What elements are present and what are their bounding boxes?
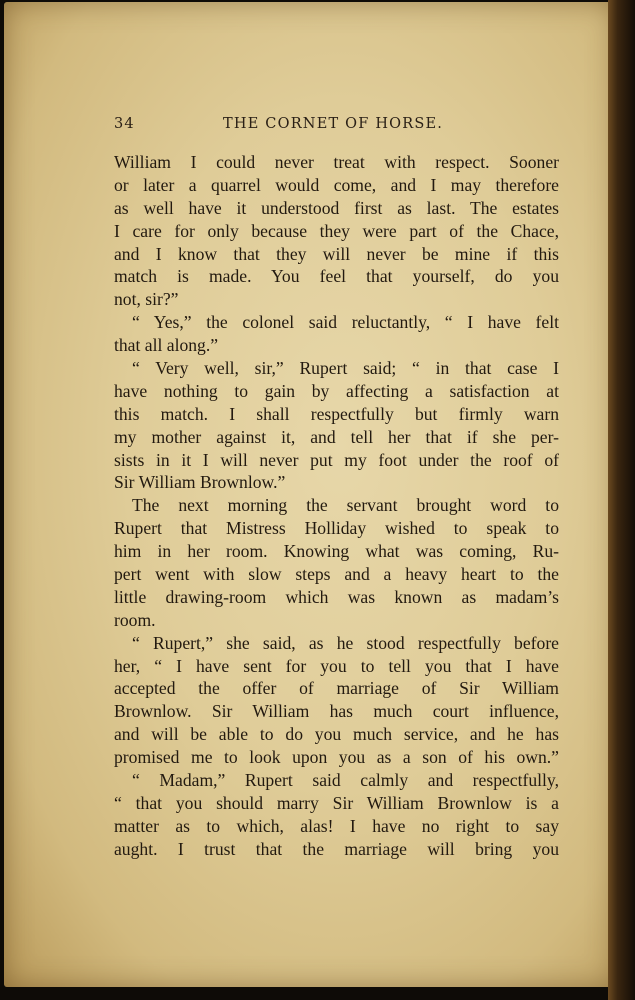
text-line: him in her room. Knowing what was coming, Ru- bbox=[114, 541, 559, 562]
text-line: as well have it understood first as last. The estates bbox=[114, 197, 559, 218]
text-line: matter as to which, alas! I have no right to say bbox=[114, 815, 559, 836]
text-line: that all along.” bbox=[114, 335, 219, 356]
text-line: William I could never treat with respect. Sooner bbox=[114, 152, 559, 172]
text-line: and will be able to do you much service, and he has bbox=[114, 724, 559, 745]
running-title: THE CORNET OF HORSE. bbox=[223, 116, 444, 132]
text-line: or later a quarrel would come, and I may therefore bbox=[114, 174, 559, 195]
text-line: my mother against it, and tell her that if she per- bbox=[114, 426, 559, 447]
text-line: this match. I shall respectfully but firmly warn bbox=[114, 403, 559, 424]
text-line: match is made. You feel that yourself, do you bbox=[114, 266, 559, 287]
page-header bbox=[0, 116, 635, 138]
text-line: little drawing-room which was known as madam’s bbox=[114, 586, 559, 607]
page-number: 34 bbox=[114, 116, 135, 132]
text-line: not, sir?” bbox=[114, 289, 179, 310]
text-line: her, “ I have sent for you to tell you that I have bbox=[114, 655, 559, 676]
text-line: pert went with slow steps and a heavy heart to the bbox=[114, 564, 559, 585]
text-line: “ Madam,” Rupert said calmly and respectfully, bbox=[132, 770, 559, 791]
text-line: sists in it I will never put my foot under the roof of bbox=[114, 449, 559, 470]
text-line: room. bbox=[114, 609, 156, 630]
text-line: “ Rupert,” she said, as he stood respectfully before bbox=[132, 632, 559, 653]
text-line: have nothing to gain by affecting a satisfaction at bbox=[114, 380, 559, 401]
body-text bbox=[114, 151, 559, 861]
text-line: aught. I trust that the marriage will bring you bbox=[114, 838, 559, 859]
text-line: “ Very well, sir,” Rupert said; “ in that case I bbox=[132, 358, 559, 379]
book-edge-shadow bbox=[608, 0, 635, 1000]
text-line: “ Yes,” the colonel said reluctantly, “ I have felt bbox=[132, 312, 559, 333]
text-line: I care for only because they were part of the Chace, bbox=[114, 220, 559, 241]
text-line: promised me to look upon you as a son of his own.” bbox=[114, 747, 559, 768]
text-line: and I know that they will never be mine if this bbox=[114, 243, 559, 264]
text-line: Rupert that Mistress Holliday wished to speak to bbox=[114, 518, 559, 539]
text-line: Brownlow. Sir William has much court influence, bbox=[114, 701, 559, 722]
text-line: accepted the offer of marriage of Sir William bbox=[114, 678, 559, 699]
text-line: Sir William Brownlow.” bbox=[114, 472, 286, 493]
text-line: “ that you should marry Sir William Brownlow is a bbox=[114, 792, 559, 813]
text-line: The next morning the servant brought word to bbox=[132, 495, 559, 516]
